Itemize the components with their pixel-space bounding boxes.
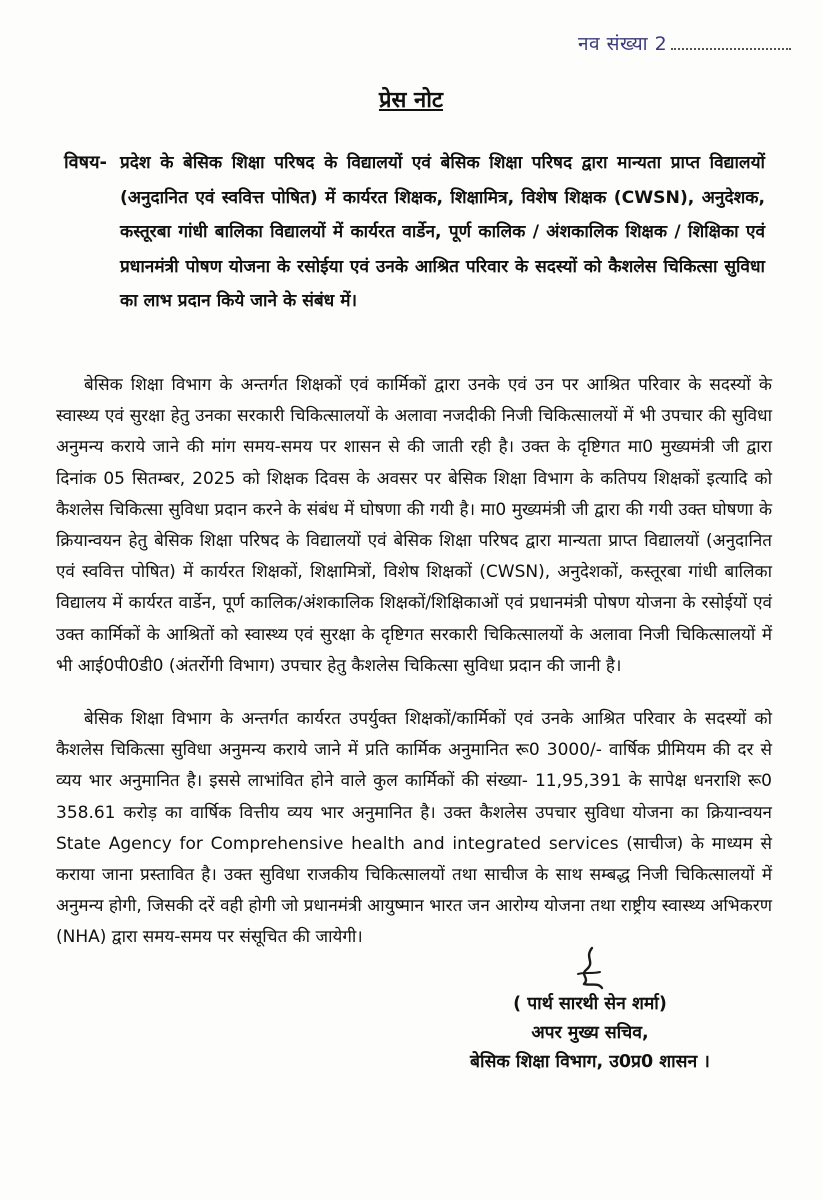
handwritten-signature <box>572 944 608 992</box>
body-paragraph-1: बेसिक शिक्षा विभाग के अन्तर्गत शिक्षकों एवं कार्मिकों द्वारा उनके एवं उन पर आश्रित परिवार के सदस्यों के स्वास्थ्य एवं सुरक्षा हेतु उनका सरकारी चिकित्सालयों के अलावा नजदीकी निजी चिकित्सालयों में भी उपचार की सुविधा अनुमन्य कराये जाने की मांग समय-समय पर शासन से की जाती रही है। उक्त के दृष्टिगत मा0 मुख्यमंत्री जी द्वारा दिनांक 05 सितम्बर, 2025 को शिक्षक दिवस के अवसर पर बेसिक शिक्षा विभाग के कतिपय शिक्षकों इत्यादि को कैशलेस चिकित्सा सुविधा प्रदान करने के संबंध में घोषणा की गयी है। मा0 मुख्यमंत्री जी द्वारा की गयी उक्त घोषणा के क्रियान्वयन हेतु बेसिक शिक्षा परिषद के विद्यालयों एवं बेसिक शिक्षा परिषद द्वारा मान्यता प्राप्त विद्यालयों (अनुदानित एवं स्ववित्त पोषित) में कार्यरत शिक्षकों, शिक्षामित्रों, विशेष शिक्षकों (CWSN), अनुदेशकों, कस्तूरबा गांधी बालिका विद्यालय में कार्यरत वार्डेन, पूर्ण कालिक/अंशकालिक शिक्षकों/शिक्षिकाओं एवं प्रधानमंत्री पोषण योजना के रसोईयों एवं उक्त कार्मिकों के आश्रितों को स्वास्थ्य एवं सुरक्षा के दृष्टिगत सरकारी चिकित्सालयों के अलावा निजी चिकित्सालयों में भी आई0पी0डी0 (अंतर्रोगी विभाग) उपचार हेतु कैशलेस चिकित्सा सुविधा प्रदान की जानी है। <box>56 375 772 676</box>
subject-label: विषय- <box>64 152 107 173</box>
handwritten-note <box>578 30 791 56</box>
signatory-department: बेसिक शिक्षा विभाग, उ0प्र0 शासन । <box>470 1052 710 1072</box>
signature-block <box>440 990 740 1077</box>
dotted-line <box>671 48 791 50</box>
handwritten-note-text: नव संख्या 2 <box>578 33 668 55</box>
subject-text: प्रदेश के बेसिक शिक्षा परिषद के विद्यालयों एवं बेसिक शिक्षा परिषद द्वारा मान्यता प्राप्त विद्यालयों (अनुदानित एवं स्ववित्त पोषित) में कार्यरत शिक्षक, शिक्षामित्र, विशेष शिक्षक (CWSN), अनुदेशक, कस्तूरबा गांधी बालिका विद्यालयों में कार्यरत वार्डेन, पूर्ण कालिक / अंशकालिक शिक्षक / शिक्षिका एवं प्रधानमंत्री पोषण योजना के रसोईया एवं उनके आश्रित परिवार के सदस्यों को कैशलेस चिकित्सा सुविधा का लाभ प्रदान किये जाने के संबंध में। <box>120 153 765 311</box>
body-paragraph-2: बेसिक शिक्षा विभाग के अन्तर्गत कार्यरत उपर्युक्त शिक्षकों/कार्मिकों एवं उनके आश्रित परिवार के सदस्यों को कैशलेस चिकित्सा सुविधा अनुमन्य कराये जाने में प्रति कार्मिक अनुमानित रू0 3000/- वार्षिक प्रीमियम की दर से व्यय भार अनुमानित है। इससे लाभांवित होने वाले कुल कार्मिकों की संख्या- 11,95,391 के सापेक्ष धनराशि रू0 358.61 करोड़ का वार्षिक वित्तीय व्यय भार अनुमानित है। उक्त कैशलेस उपचार सुविधा योजना का क्रियान्वयन State Agency for Comprehensive health and integrated services (साचीज) के माध्यम से कराया जाना प्रस्तावित है। उक्त सुविधा राजकीय चिकित्सालयों तथा साचीज के साथ सम्बद्ध निजी चिकित्सालयों में अनुमन्य होगी, जिसकी दरें वही होगी जो प्रधानमंत्री आयुष्मान भारत जन आरोग्य योजना तथा राष्ट्रीय स्वास्थ्य अभिकरण (NHA) द्वारा समय-समय पर संसूचित की जायेगी। <box>56 709 772 948</box>
document-title: प्रेस नोट <box>378 88 444 113</box>
signatory-designation: अपर मुख्य सचिव, <box>531 1023 649 1043</box>
signatory-name: ( पार्थ सारथी सेन शर्मा) <box>513 994 667 1014</box>
